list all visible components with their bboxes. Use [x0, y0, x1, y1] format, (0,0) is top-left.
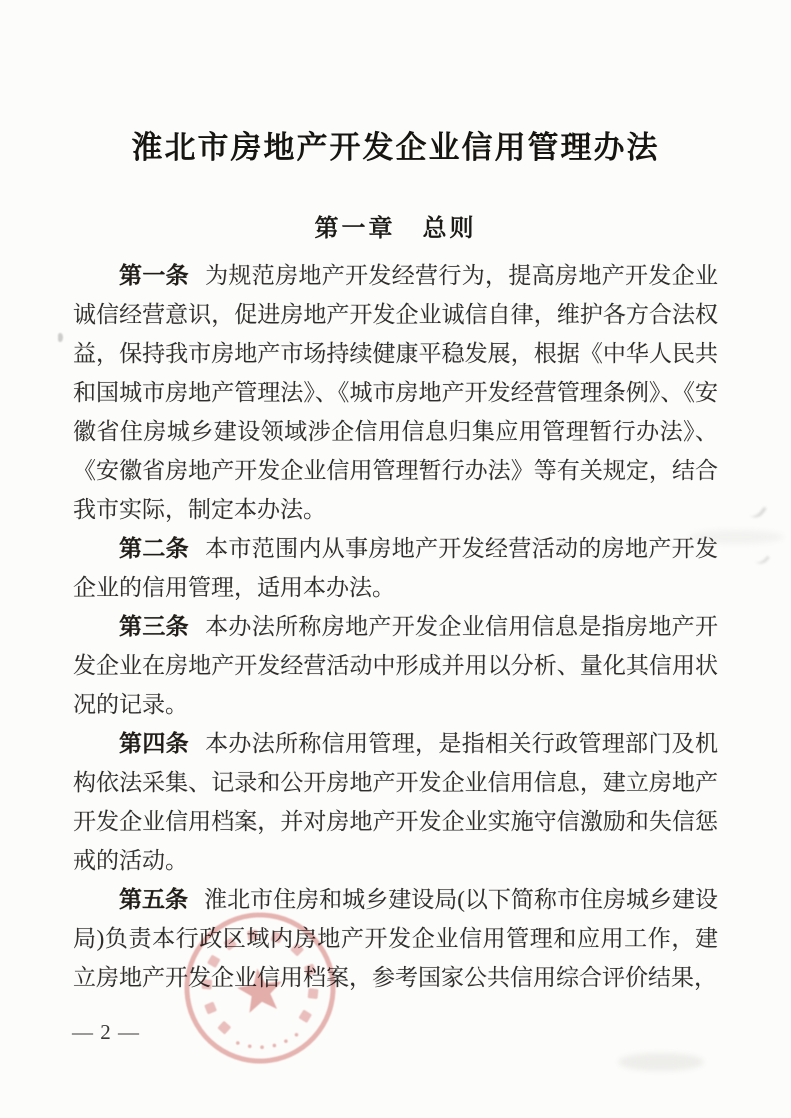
seal-serial-dots	[236, 1033, 300, 1053]
article-paragraph-4	[73, 724, 718, 880]
article-paragraph-1	[73, 256, 718, 529]
article-number: 第三条	[119, 614, 189, 639]
article-text: 本市范围内从事房地产开发经营活动的房地产开发企业的信用管理，适用本办法。	[73, 536, 719, 600]
document-body	[73, 256, 718, 997]
chapter-heading: 第一章 总则	[314, 216, 477, 242]
bleed-mark	[752, 550, 770, 568]
star-icon	[235, 965, 286, 1014]
article-number: 第一条	[119, 263, 189, 288]
document-title: 淮北市房地产开发企业信用管理办法	[131, 130, 660, 165]
article-number: 第四条	[119, 731, 189, 756]
article-paragraph-2	[73, 529, 718, 607]
article-paragraph-5	[73, 880, 718, 997]
bleed-mark	[618, 1053, 704, 1071]
bleed-mark	[58, 333, 63, 342]
article-number: 第二条	[119, 536, 189, 561]
article-text: 淮北市住房和城乡建设局(以下简称市住房城乡建设局)负责本行政区域内房地产开发企业信用管理和应用工作，建立房地产开发企业信用档案，参考国家公共信用综合评价结果，	[73, 887, 718, 990]
document-content	[73, 0, 718, 997]
article-text: 为规范房地产开发经营行为，提高房地产开发企业诚信经营意识，促进房地产开发企业诚信自律，维护各方合法权益，保持我市房地产市场持续健康平稳发展，根据《中华人民共和国城市房地产管理法》、《城市房地产开发经营管理条例》、《安徽省住房城乡建设领域涉企信用信息归集应用管理暂行办法》、《安徽省房地产开发企业信用管理暂行办法》等有关规定，结合我市实际，制定本办法。	[73, 263, 719, 522]
article-text: 本办法所称信用管理，是指相关行政管理部门及机构依法采集、记录和公开房地产开发企业信用信息，建立房地产开发企业信用档案，并对房地产开发企业实施守信激励和失信惩戒的活动。	[73, 731, 719, 873]
article-text: 本办法所称房地产开发企业信用信息是指房地产开发企业在房地产开发经营活动中形成并用以分析、量化其信用状况的记录。	[73, 614, 719, 717]
page-number: — 2 —	[72, 1020, 140, 1044]
article-paragraph-3	[73, 607, 718, 724]
official-seal	[171, 899, 349, 1077]
bleed-mark	[746, 501, 766, 522]
article-number: 第五条	[119, 887, 189, 912]
